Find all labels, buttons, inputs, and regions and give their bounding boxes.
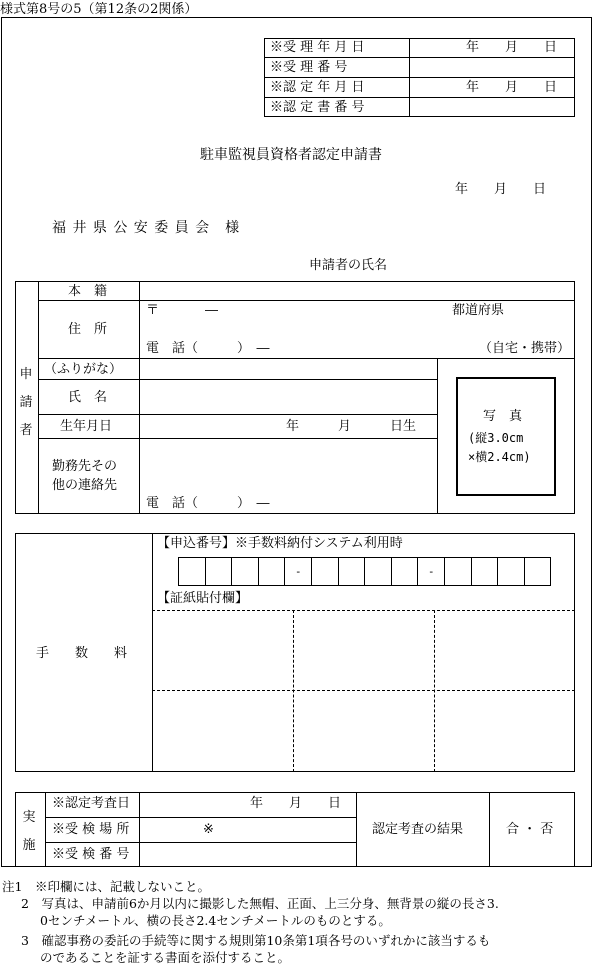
birth-label: 生年月日 (60, 419, 113, 434)
address-tel[interactable]: 電 話（ ） ― (146, 341, 270, 356)
number-digit-box[interactable] (231, 557, 259, 586)
number-digit-box[interactable] (497, 557, 525, 586)
postal-mark: 〒 (146, 303, 160, 318)
number-digit-box[interactable] (258, 557, 286, 586)
office-row-label: ※受 理 年 月 日 (270, 40, 365, 55)
stamp-cell[interactable] (153, 611, 293, 690)
number-digit-box[interactable] (311, 557, 339, 586)
photo-size: ×横2.4cm) (468, 450, 531, 464)
workplace-label: 他の連絡先 (52, 478, 118, 493)
workplace-label: 勤務先その (52, 459, 118, 474)
office-row-value[interactable]: 年 月 日 (466, 80, 558, 95)
form-title: 駐車監視員資格者認定申請書 (200, 147, 382, 163)
stamp-cell[interactable] (294, 611, 434, 690)
note-item: のであることを証する書面を添付すること。 (40, 950, 291, 965)
workplace-tel[interactable]: 電 話（ ） ― (146, 496, 270, 511)
exam-side-label: 実施 (22, 810, 36, 853)
note-item: 注1 ※印欄には、記載しないこと。 (2, 879, 210, 894)
stamp-cell[interactable] (294, 691, 434, 771)
exam-row-label: ※認定考査日 (52, 796, 131, 811)
applicant-side-label: 申請者 (19, 367, 33, 438)
office-row-label: ※受 理 番 号 (270, 60, 348, 75)
exam-result-label: 認定考査の結果 (372, 822, 464, 837)
pass-fail[interactable]: 合 ・ 否 (506, 822, 554, 837)
addressee: 福 井 県 公 安 委 員 会 様 (52, 220, 241, 236)
office-row-label: ※認 定 書 番 号 (270, 100, 365, 115)
application-number-label: 【申込番号】※手数料納付システム利用時 (157, 536, 403, 551)
number-separator-box: - (284, 557, 312, 586)
number-digit-box[interactable] (391, 557, 419, 586)
applicant-name-label: 申請者の氏名 (309, 258, 388, 273)
note-item: 3 確認事務の委託の手続等に関する規則第10条第1項各号のいずれかに該当するも (21, 933, 491, 948)
form-id: 様式第8号の5（第12条の2関係） (0, 2, 198, 17)
date-line[interactable]: 年 月 日 (455, 182, 547, 197)
birth-value[interactable]: 年 月 日生 (286, 419, 417, 434)
number-digit-box[interactable] (471, 557, 499, 586)
photo-size: (縦3.0cm (468, 431, 524, 445)
note-item: 0センチメートル、横の長さ2.4センチメートルのものとする。 (40, 913, 391, 928)
number-digit-box[interactable] (444, 557, 472, 586)
office-row-value[interactable]: 年 月 日 (466, 40, 558, 55)
stamp-cell[interactable] (153, 691, 293, 771)
office-row-label: ※認 定 年 月 日 (270, 80, 365, 95)
number-digit-box[interactable] (338, 557, 366, 586)
stamp-label: 【証紙貼付欄】 (157, 591, 249, 606)
number-digit-box[interactable] (524, 557, 552, 586)
number-digit-box[interactable] (178, 557, 206, 586)
tel-note: （自宅・携帯） (479, 341, 571, 356)
postal-dash: ― (205, 303, 218, 318)
jusho-label: 住 所 (68, 322, 108, 337)
exam-row-label: ※受 検 番 号 (52, 847, 130, 862)
fee-label: 手 数 料 (36, 646, 128, 661)
prefecture-suffix: 都道府県 (452, 303, 505, 318)
stamp-cell[interactable] (435, 611, 574, 690)
exam-row-label: ※受 検 場 所 (52, 822, 130, 837)
furigana-label: （ふりがな） (44, 362, 123, 377)
photo-label: 写 真 (483, 409, 523, 424)
honseki-label: 本 籍 (68, 284, 108, 299)
stamp-cell[interactable] (435, 691, 574, 771)
shimei-label: 氏 名 (68, 390, 108, 405)
number-digit-box[interactable] (205, 557, 233, 586)
exam-row-value[interactable]: 年 月 日 (250, 796, 342, 811)
number-separator-box: - (417, 557, 445, 586)
number-digit-box[interactable] (364, 557, 392, 586)
exam-row-value[interactable]: ※ (203, 822, 214, 837)
note-item: 2 写真は、申請前6か月以内に撮影した無帽、正面、上三分身、無背景の縦の長さ3. (21, 896, 499, 911)
